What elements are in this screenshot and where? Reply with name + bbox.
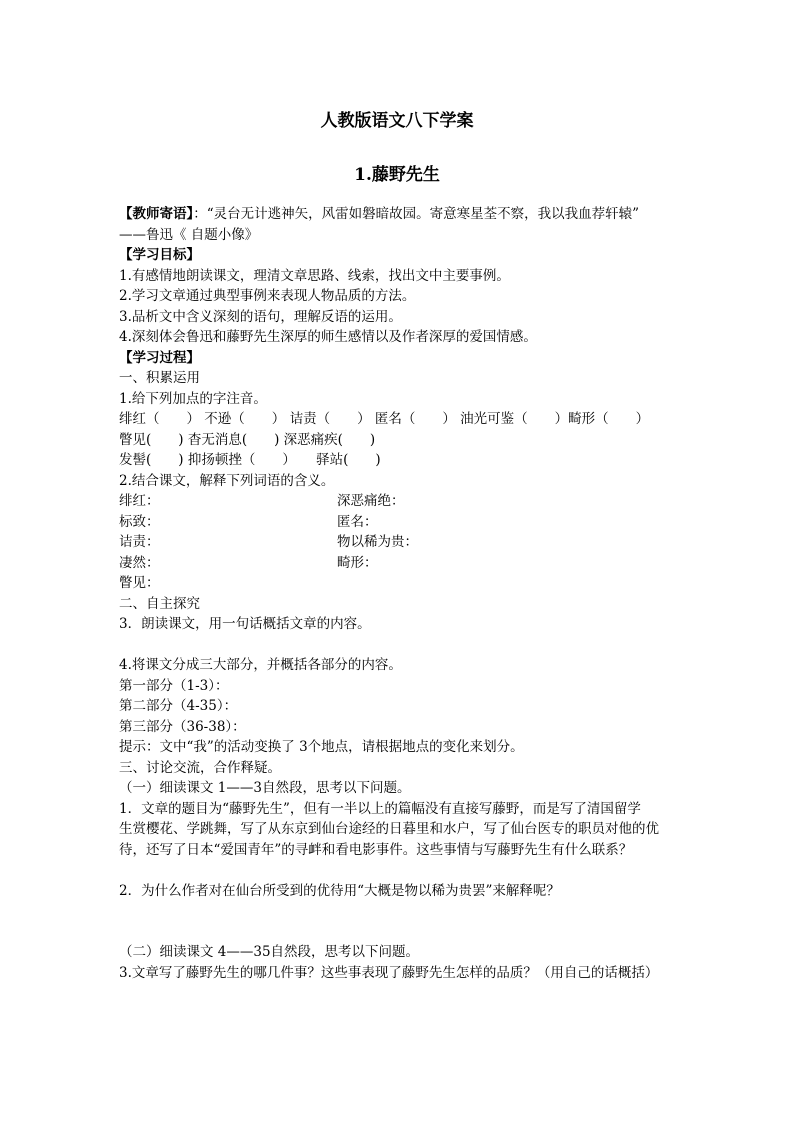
vocab-term: 凄然： [119,554,160,571]
pinyin-line: 瞥见( ) 杳无消息( ) 深恶痛疾( ) [119,431,376,448]
question-text: 2．为什么作者对在仙台所受到的优待用“大概是物以稀为贵罢”来解释呢？ [119,882,560,899]
vocab-term [337,573,679,594]
objective-item: 3.品析文中含义深刻的语句，理解反语的运用。 [119,308,402,325]
section-line: 第三部分（36-38）： [119,718,246,735]
pinyin-line: 绯红（ ） 不逊（ ） 诘责（ ） 匿名（ ） 油光可鉴（ ）畸形（ ） [119,411,650,427]
answer-space [119,901,679,942]
objective-item: 4.深刻体会鲁迅和藤野先生深厚的师生感情以及作者深厚的爱国情感。 [119,329,537,345]
section-heading: 三、讨论交流，合作释疑。 [119,759,281,776]
vocab-term: 深恶痛绝： [337,493,405,509]
section-heading: 一、积累运用 [119,370,200,386]
teacher-motto [119,204,679,225]
question-text: 生赏樱花、学跳舞，写了从东京到仙台途经的日暮里和水户，写了仙台医专的职员对他的优 [119,821,659,837]
vocab-row [119,573,679,594]
vocab-term: 诘责： [119,534,160,550]
question-text: 2.结合课文，解释下列词语的含义。 [119,472,335,489]
motto-text: ：“灵台无计逃神矢，风雷如磐暗故园。寄意寒星荃不察，我以我血荐轩辕” [193,206,640,222]
question-text: 待，还写了日本“爱国青年”的寻衅和看电影事件。这些事情与写藤野先生有什么联系？ [119,841,633,858]
lesson-title: 1.藤野先生 [354,165,440,185]
question-text: 3.文章写了藤野先生的哪几件事？这些事表现了藤野先生怎样的品质？（用自己的话概括） [119,964,659,981]
hint-text: 提示：文中“我”的活动变换了 3个地点，请根据地点的变化来划分。 [119,739,524,755]
motto-label: 【教师寄语】 [119,206,194,222]
vocab-row [119,532,679,553]
question-text: 1.给下列加点的字注音。 [119,390,267,407]
section-line: 第二部分（4-35）： [119,698,238,714]
document-title: 人教版语文八下学案 [320,111,474,131]
subsection-heading: （一）细读课文 1——3自然段，思考以下问题。 [119,780,411,796]
question-text: 1．文章的题目为“藤野先生”，但有一半以上的篇幅没有直接写藤野，而是写了清国留学 [119,800,641,817]
pinyin-line: 发髻( ) 抑扬顿挫（ ） 驿站( ) [119,452,381,468]
answer-space [119,860,679,881]
answer-space [119,635,679,656]
vocab-term: 瞥见： [119,575,160,591]
process-heading: 【学习过程】 [119,349,200,366]
vocab-row [119,512,679,533]
question-text: 4.将课文分成三大部分，并概括各部分的内容。 [119,657,402,673]
vocab-term: 标致： [119,513,160,530]
vocab-row [119,553,679,574]
question-text: 3．朗读课文，用一句话概括文章的内容。 [119,616,371,632]
vocab-row [119,491,679,512]
objective-item: 1.有感情地朗读课文，理清文章思路、线索，找出文中主要事例。 [119,267,510,284]
objective-item: 2.学习文章通过典型事例来表现人物品质的方法。 [119,288,416,304]
section-heading: 二、自主探究 [119,595,200,612]
vocab-term: 畸形： [337,554,378,571]
subsection-heading: （二）细读课文 4——35自然段，思考以下问题。 [119,944,420,960]
vocab-term: 物以稀为贵： [337,534,418,550]
vocab-term: 匿名： [337,513,378,530]
vocab-term: 绯红： [119,493,160,509]
section-line: 第一部分（1-3）： [119,677,229,694]
motto-source: ——鲁迅《 自题小像》 [119,226,259,243]
document-body [119,204,679,983]
objectives-heading: 【学习目标】 [119,247,200,263]
